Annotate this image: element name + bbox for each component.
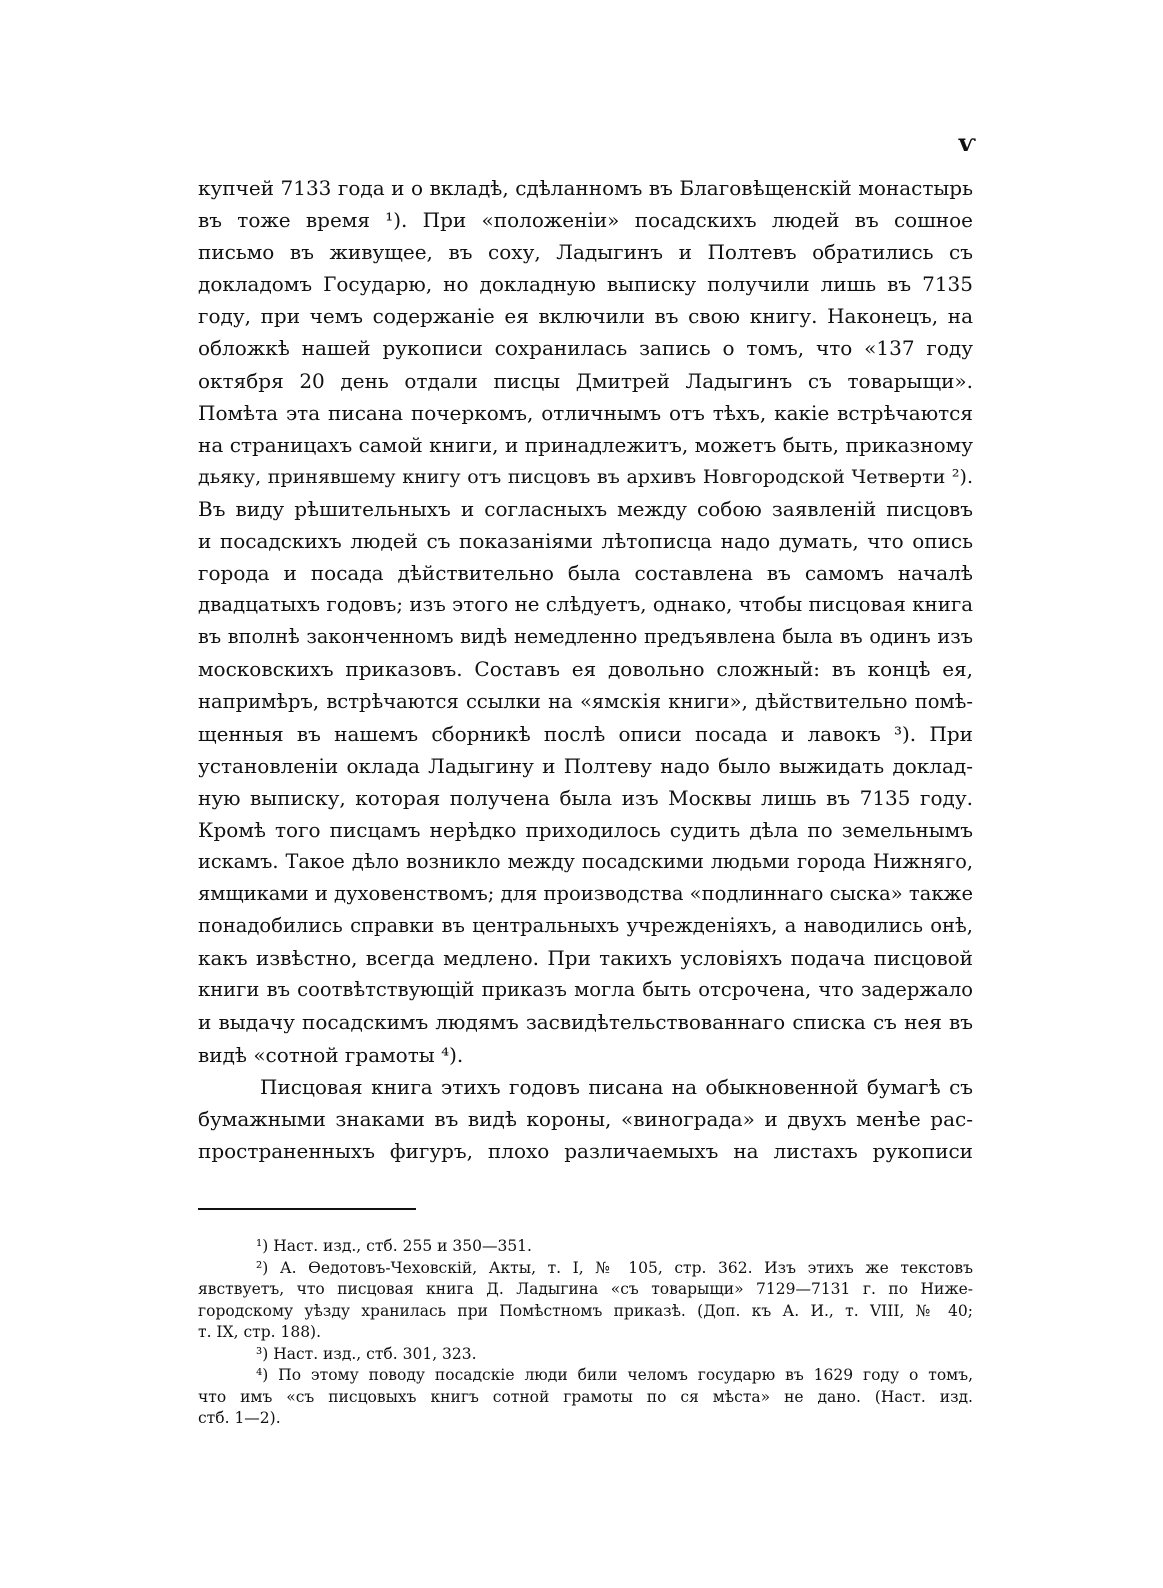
footnote-divider (198, 1208, 416, 1210)
text-line: Въ виду рѣшительныхъ и согласныхъ между собою заявленій писцовъ (198, 496, 973, 521)
text-line: ную выписку, которая получена была изъ Москвы лишь въ 7135 году. (198, 785, 973, 810)
text-line: установленіи оклада Ладыгину и Полтеву надо было выжидать доклад- (198, 753, 973, 778)
text-line: щенныя въ нашемъ сборникѣ послѣ описи посада и лавокъ ³). При (198, 721, 973, 746)
footnote-line: городскому уѣзду хранилась при Помѣстномъ приказѣ. (Доп. къ А. И., т. VIII, № 40; (198, 1301, 973, 1320)
page-number: ѵ (958, 128, 976, 157)
footnote-line: что имъ «съ писцовыхъ книгъ сотной грамоты по ся мѣста» не дано. (Наст. изд. (198, 1387, 973, 1406)
main-text (198, 172, 973, 1167)
text-line: году, при чемъ содержаніе ея включили въ свою книгу. Наконецъ, на (198, 304, 973, 329)
footnote-line: т. IX, стр. 188). (198, 1323, 322, 1341)
text-line: обложкѣ нашей рукописи сохранилась запись о томъ, что «137 году (198, 336, 973, 361)
footnote-line: ²) А. Өедотовъ-Чеховскій, Акты, т. I, № 105, стр. 362. Изъ этихъ же текстовъ (256, 1258, 973, 1277)
text-line: и выдачу посадскимъ людямъ засвидѣтельствованнаго списка съ нея въ (198, 1010, 973, 1035)
text-line: искамъ. Такое дѣло возникло между посадскими людьми города Нижняго, (198, 849, 973, 873)
text-line: октября 20 день отдали писцы Дмитрей Ладыгинъ съ товарыщи». (198, 368, 973, 393)
text-line: ямщиками и духовенствомъ; для производства «подлиннаго сыска» также (198, 882, 973, 906)
text-line: купчей 7133 года и о вкладѣ, сдѣланномъ въ Благовѣщенскій монастырь (198, 176, 973, 200)
footnote-line: ⁴) По этому поводу посадскіе люди били челомъ государю въ 1629 году о томъ, (256, 1366, 973, 1384)
text-line: пространенныхъ фигуръ, плохо различаемыхъ на листахъ рукописи (198, 1138, 973, 1163)
text-line: на страницахъ самой книги, и принадлежитъ, можетъ быть, приказному (198, 432, 973, 457)
text-line: видѣ «сотной грамоты ⁴). (198, 1042, 464, 1067)
text-line: дьяку, принявшему книгу отъ писцовъ въ архивъ Новгородской Четверти ²). (198, 465, 973, 488)
footnote-line: стб. 1—2). (198, 1409, 281, 1427)
text-line: напримѣръ, встрѣчаются ссылки на «ямскія книги», дѣйствительно помѣ- (198, 689, 973, 713)
text-line: города и посада дѣйствительно была составлена въ самомъ началѣ (198, 561, 973, 586)
footnote-line: ³) Наст. изд., стб. 301, 323. (256, 1344, 477, 1363)
text-line: въ тоже время ¹). При «положеніи» посадскихъ людей въ сошное (198, 208, 973, 233)
text-line: Кромѣ того писцамъ нерѣдко приходилось судить дѣла по земельнымъ (198, 817, 973, 842)
text-line: докладомъ Государю, но докладную выписку получили лишь въ 7135 (198, 272, 973, 297)
text-line: двадцатыхъ годовъ; изъ этого не слѣдуетъ, однако, чтобы писцовая книга (198, 593, 973, 617)
footnotes (198, 1236, 973, 1430)
text-line: Помѣта эта писана почеркомъ, отличнымъ отъ тѣхъ, какіе встрѣчаются (198, 400, 973, 425)
text-line: понадобились справки въ центральныхъ учрежденіяхъ, а наводились онѣ, (198, 914, 973, 938)
text-line: бумажными знаками въ видѣ короны, «винограда» и двухъ менѣе рас- (198, 1106, 973, 1131)
text-line: какъ извѣстно, всегда медлено. При такихъ условіяхъ подача писцовой (198, 946, 973, 971)
text-line: письмо въ живущее, въ соху, Ладыгинъ и Полтевъ обратились съ (198, 240, 973, 265)
text-line: и посадскихъ людей съ показаніями лѣтописца надо думать, что опись (198, 529, 973, 554)
text-line: книги въ соотвѣтствующій приказъ могла быть отсрочена, что задержало (198, 978, 973, 1002)
text-line: Писцовая книга этихъ годовъ писана на обыкновенной бумагѣ съ (260, 1074, 973, 1099)
text-line: московскихъ приказовъ. Составъ ея довольно сложный: въ концѣ ея, (198, 657, 973, 682)
footnote-line: явствуетъ, что писцовая книга Д. Ладыгина «съ товарыщи» 7129—7131 г. по Ниже- (198, 1280, 973, 1298)
footnote-line: ¹) Наст. изд., стб. 255 и 350—351. (256, 1237, 532, 1255)
text-line: въ вполнѣ законченномъ видѣ немедленно предъявлена была въ одинъ изъ (198, 625, 973, 649)
